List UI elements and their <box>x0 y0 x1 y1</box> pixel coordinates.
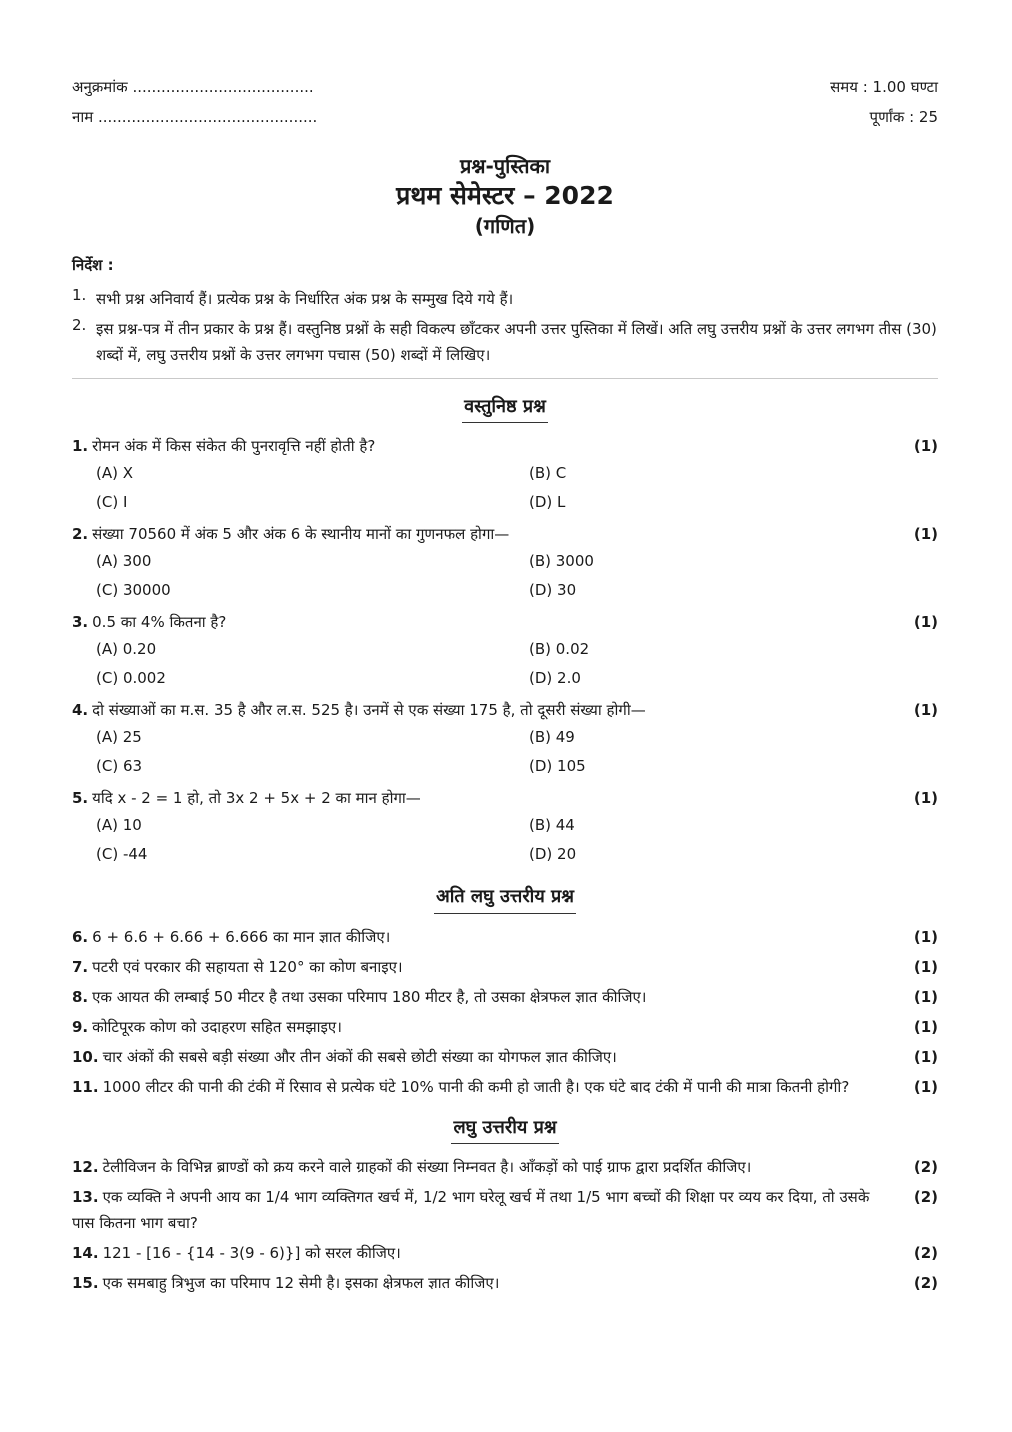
question-6 <box>72 924 938 950</box>
section-title-very-short: अति लघु उत्तरीय प्रश्न <box>72 885 938 913</box>
question-marks: (1) <box>913 613 938 632</box>
question-text: कोटिपूरक कोण को उदाहरण सहित समझाइए। <box>92 1017 342 1036</box>
question-marks: (2) <box>913 1158 938 1177</box>
instruction-text: सभी प्रश्न अनिवार्य हैं। प्रत्येक प्रश्न के निर्धारित अंक प्रश्न के सम्मुख दिये गये हैं। <box>96 290 514 308</box>
option-b: (B) 0.02 <box>529 640 590 659</box>
question-number: 3. <box>72 613 89 632</box>
question-marks: (1) <box>913 987 938 1006</box>
option-c: (C) 63 <box>96 757 143 776</box>
question-2 <box>72 521 938 605</box>
option-a: (A) 0.20 <box>96 640 157 659</box>
option-a: (A) 10 <box>96 816 142 835</box>
section-title-short: लघु उत्तरीय प्रश्न <box>72 1116 938 1144</box>
instruction-text: इस प्रश्न-पत्र में तीन प्रकार के प्रश्न हैं। वस्तुनिष्ठ प्रश्नों के सही विकल्प छाँटकर अपनी उत्तर पुस्तिका में लिखें। अति लघु उत्तरीय प्रश्नों के उत्तर लगभग तीस (30) शब्दों में, लघु उत्तरीय प्रश्नों के उत्तर लगभग पचास (50) शब्दों में लिखिए। <box>96 320 937 364</box>
question-number: 9. <box>72 1017 89 1036</box>
question-number: 14. <box>72 1244 99 1263</box>
question-9 <box>72 1014 938 1040</box>
option-c: (C) 30000 <box>96 581 171 600</box>
question-12 <box>72 1154 938 1180</box>
instruction-number: 2. <box>72 316 87 334</box>
option-b: (B) 3000 <box>529 552 594 571</box>
instruction-number: 1. <box>72 286 87 304</box>
question-marks: (2) <box>913 1274 938 1293</box>
name-label: नाम .............................................. <box>72 108 318 126</box>
question-marks: (2) <box>913 1188 938 1207</box>
question-text: 0.5 का 4% कितना है? <box>92 613 227 632</box>
question-marks: (1) <box>913 1077 938 1096</box>
option-a: (A) X <box>96 464 134 483</box>
question-number: 13. <box>72 1188 99 1207</box>
question-number: 7. <box>72 957 89 976</box>
question-number: 2. <box>72 525 89 544</box>
booklet-title: प्रश्न-पुस्तिका <box>459 154 551 178</box>
question-marks: (2) <box>913 1244 938 1263</box>
question-marks: (1) <box>913 957 938 976</box>
option-d: (D) L <box>529 493 566 512</box>
option-b: (B) 44 <box>529 816 575 835</box>
option-b: (B) 49 <box>529 728 575 747</box>
option-d: (D) 20 <box>529 845 577 864</box>
option-b: (B) C <box>529 464 567 483</box>
question-number: 1. <box>72 437 89 456</box>
question-15 <box>72 1270 938 1296</box>
option-c: (C) 0.002 <box>96 669 166 688</box>
option-a: (A) 25 <box>96 728 142 747</box>
semester-title: प्रथम सेमेस्टर – 2022 <box>396 181 614 210</box>
question-text: रोमन अंक में किस संकेत की पुनरावृत्ति नहीं होती है? <box>92 437 376 456</box>
question-text: यदि x - 2 = 1 हो, तो 3x 2 + 5x + 2 का मान होगा— <box>92 789 421 808</box>
question-marks: (1) <box>913 789 938 808</box>
question-4 <box>72 697 938 781</box>
question-text: 6 + 6.6 + 6.66 + 6.666 का मान ज्ञात कीजिए। <box>92 927 391 946</box>
question-text: 121 - [16 - {14 - 3(9 - 6)}] को सरल कीजिए। <box>102 1244 401 1263</box>
option-c: (C) -44 <box>96 845 148 864</box>
header-row-2 <box>72 108 938 138</box>
question-marks: (1) <box>913 701 938 720</box>
option-c: (C) I <box>96 493 128 512</box>
question-7 <box>72 954 938 980</box>
instruction-item <box>72 316 938 368</box>
question-text: टेलीविजन के विभिन्न ब्राण्डों को क्रय करने वाले ग्राहकों की संख्या निम्नवत है। आँकड़ों को पाई ग्राफ द्वारा प्रदर्शित कीजिए। <box>102 1158 752 1177</box>
divider <box>72 378 938 379</box>
time-label: समय : 1.00 घण्टा <box>830 78 938 96</box>
option-d: (D) 30 <box>529 581 577 600</box>
question-8 <box>72 984 938 1010</box>
question-number: 8. <box>72 987 89 1006</box>
question-marks: (1) <box>913 927 938 946</box>
option-d: (D) 2.0 <box>529 669 581 688</box>
question-marks: (1) <box>913 1047 938 1066</box>
question-text: संख्या 70560 में अंक 5 और अंक 6 के स्थानीय मानों का गुणनफल होगा— <box>92 525 510 544</box>
question-10 <box>72 1044 938 1070</box>
question-13 <box>72 1184 938 1236</box>
question-3 <box>72 609 938 693</box>
question-text: पटरी एवं परकार की सहायता से 120° का कोण बनाइए। <box>92 957 403 976</box>
question-number: 5. <box>72 789 89 808</box>
section-title-objective: वस्तुनिष्ठ प्रश्न <box>72 395 938 423</box>
roll-number-label: अनुक्रमांक ...................................... <box>72 78 314 96</box>
question-1 <box>72 433 938 517</box>
instruction-item <box>72 286 938 312</box>
question-11 <box>72 1074 938 1100</box>
header-row-1 <box>72 78 938 108</box>
option-d: (D) 105 <box>529 757 586 776</box>
question-5 <box>72 785 938 869</box>
question-number: 10. <box>72 1047 99 1066</box>
question-number: 6. <box>72 927 89 946</box>
question-marks: (1) <box>913 525 938 544</box>
question-number: 15. <box>72 1274 99 1293</box>
question-14 <box>72 1240 938 1266</box>
subject-title: (गणित) <box>474 214 536 238</box>
question-number: 11. <box>72 1077 99 1096</box>
question-text: एक समबाहु त्रिभुज का परिमाप 12 सेमी है। इसका क्षेत्रफल ज्ञात कीजिए। <box>102 1274 500 1293</box>
question-marks: (1) <box>913 1017 938 1036</box>
option-a: (A) 300 <box>96 552 152 571</box>
instructions-heading: निर्देश : <box>72 256 114 274</box>
question-text: एक व्यक्ति ने अपनी आय का 1/4 भाग व्यक्तिगत खर्च में, 1/2 भाग घरेलू खर्च में तथा 1/5 भाग बच्चों की शिक्षा पर व्यय कर दिया, तो उसके पास कितना भाग बचा? <box>72 1188 870 1233</box>
title-block <box>72 152 938 240</box>
question-text: चार अंकों की सबसे बड़ी संख्या और तीन अंकों की सबसे छोटी संख्या का योगफल ज्ञात कीजिए। <box>102 1047 617 1066</box>
question-number: 12. <box>72 1158 99 1177</box>
question-number: 4. <box>72 701 89 720</box>
question-text: 1000 लीटर की पानी की टंकी में रिसाव से प्रत्येक घंटे 10% पानी की कमी हो जाती है। एक घंटे बाद टंकी में पानी की मात्रा कितनी होगी? <box>102 1077 850 1096</box>
question-text: एक आयत की लम्बाई 50 मीटर है तथा उसका परिमाप 180 मीटर है, तो उसका क्षेत्रफल ज्ञात कीजिए। <box>92 987 647 1006</box>
question-text: दो संख्याओं का म.स. 35 है और ल.स. 525 है। उनमें से एक संख्या 175 है, तो दूसरी संख्या होगी— <box>92 701 646 720</box>
max-marks-label: पूर्णांक : 25 <box>869 108 938 126</box>
question-marks: (1) <box>913 437 938 456</box>
